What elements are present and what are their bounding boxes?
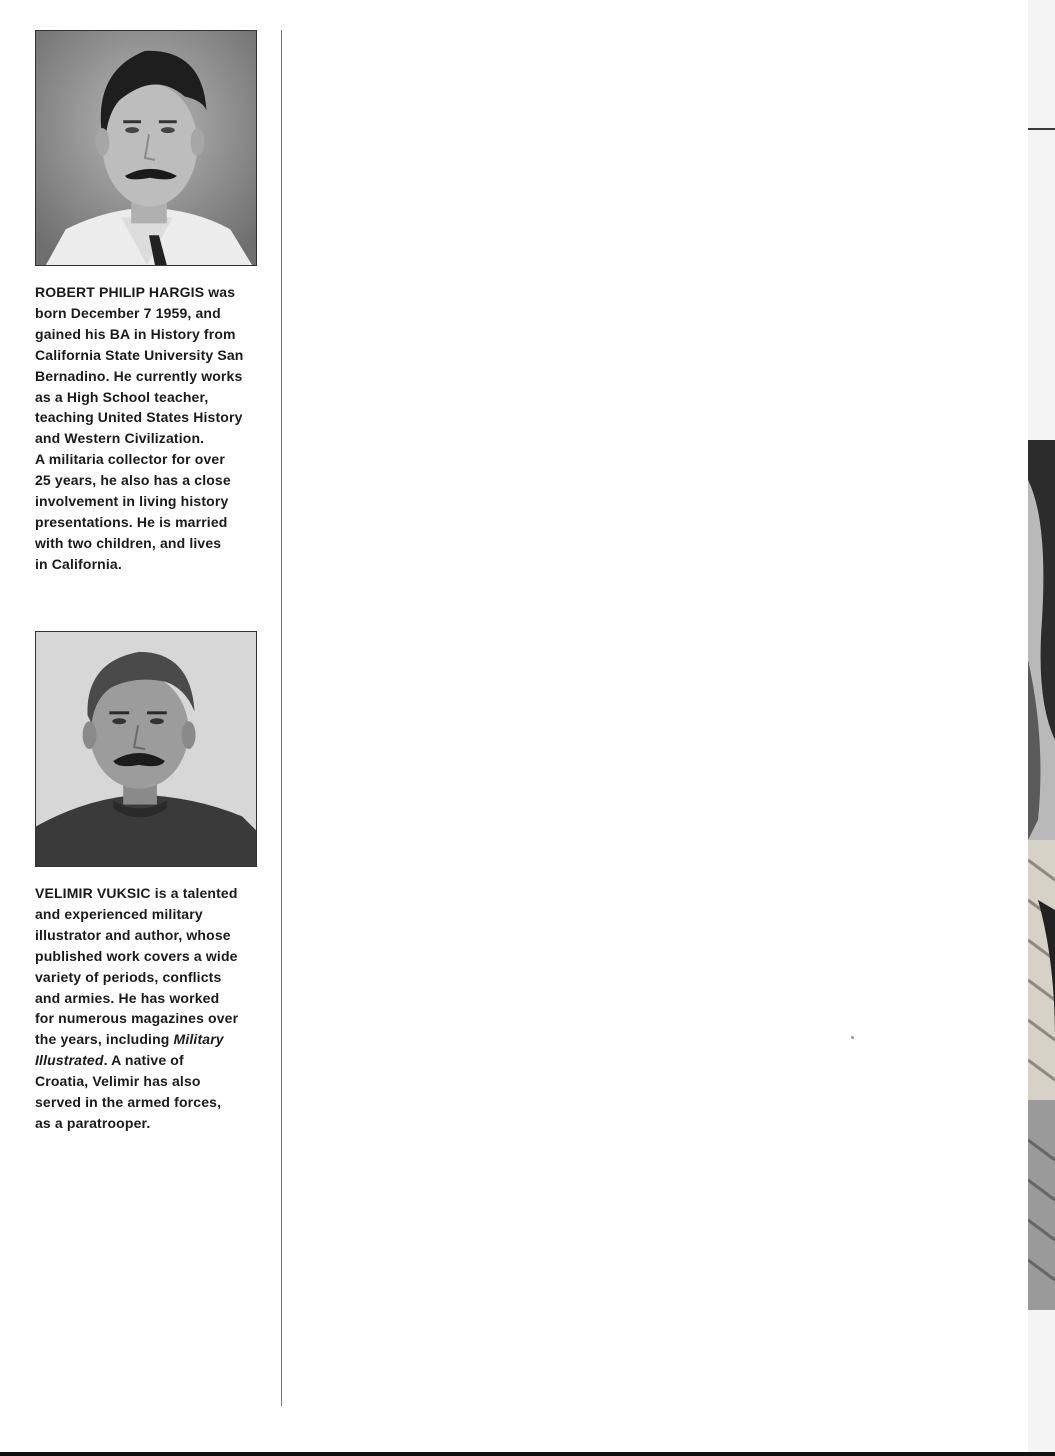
bio-line: in California. xyxy=(35,555,122,572)
bio-line: as a High School teacher, xyxy=(35,388,209,405)
magazine-title: Military xyxy=(173,1031,224,1048)
bio-line: with two children, and lives xyxy=(35,534,222,551)
illustrator-bio-text xyxy=(35,883,267,1134)
illustrator-bio-vuksic xyxy=(35,631,267,1134)
bio-line xyxy=(35,1050,267,1071)
bio-line-part: the years, including xyxy=(35,1031,170,1048)
bio-line: illustrator and author, whose xyxy=(35,926,231,943)
bio-line: and Western Civilization. xyxy=(35,430,205,447)
bio-line-part: . A native of xyxy=(103,1052,184,1069)
facing-page-edge xyxy=(1028,0,1055,1456)
illustrator-portrait-photo xyxy=(35,631,257,867)
bio-line: born December 7 1959, and xyxy=(35,304,221,321)
bio-line: A militaria collector for over xyxy=(35,451,225,468)
bio-line: variety of periods, conflicts xyxy=(35,968,222,985)
bio-line: gained his BA in History from xyxy=(35,325,236,342)
bio-line: presentations. He is married xyxy=(35,513,228,530)
facing-page-photo xyxy=(1028,440,1055,1310)
bio-line: and experienced military xyxy=(35,905,203,922)
author-bio-hargis xyxy=(35,30,267,575)
bio-line: ROBERT PHILIP HARGIS was xyxy=(35,284,236,300)
bio-line: and armies. He has worked xyxy=(35,989,220,1006)
bio-line: involvement in living history xyxy=(35,493,229,510)
page-bottom-edge xyxy=(0,1452,1055,1456)
bio-line: as a paratrooper. xyxy=(35,1114,151,1131)
bio-line: published work covers a wide xyxy=(35,947,238,964)
author-bio-text xyxy=(35,282,267,575)
bio-line: for numerous magazines over xyxy=(35,1010,239,1027)
bio-line: VELIMIR VUKSIC is a talented xyxy=(35,885,238,901)
print-speck xyxy=(851,1036,854,1039)
column-divider xyxy=(281,30,282,1406)
bio-line xyxy=(35,1029,267,1050)
bio-line: teaching United States History xyxy=(35,409,243,426)
bio-line: served in the armed forces, xyxy=(35,1094,222,1111)
bio-line: 25 years, he also has a close xyxy=(35,472,231,489)
magazine-title: Illustrated xyxy=(35,1052,104,1069)
facing-page-rule xyxy=(1028,128,1055,130)
bio-line: Croatia, Velimir has also xyxy=(35,1073,201,1090)
author-portrait-photo xyxy=(35,30,257,266)
bio-line: Bernadino. He currently works xyxy=(35,367,243,384)
bio-line: California State University San xyxy=(35,346,244,363)
